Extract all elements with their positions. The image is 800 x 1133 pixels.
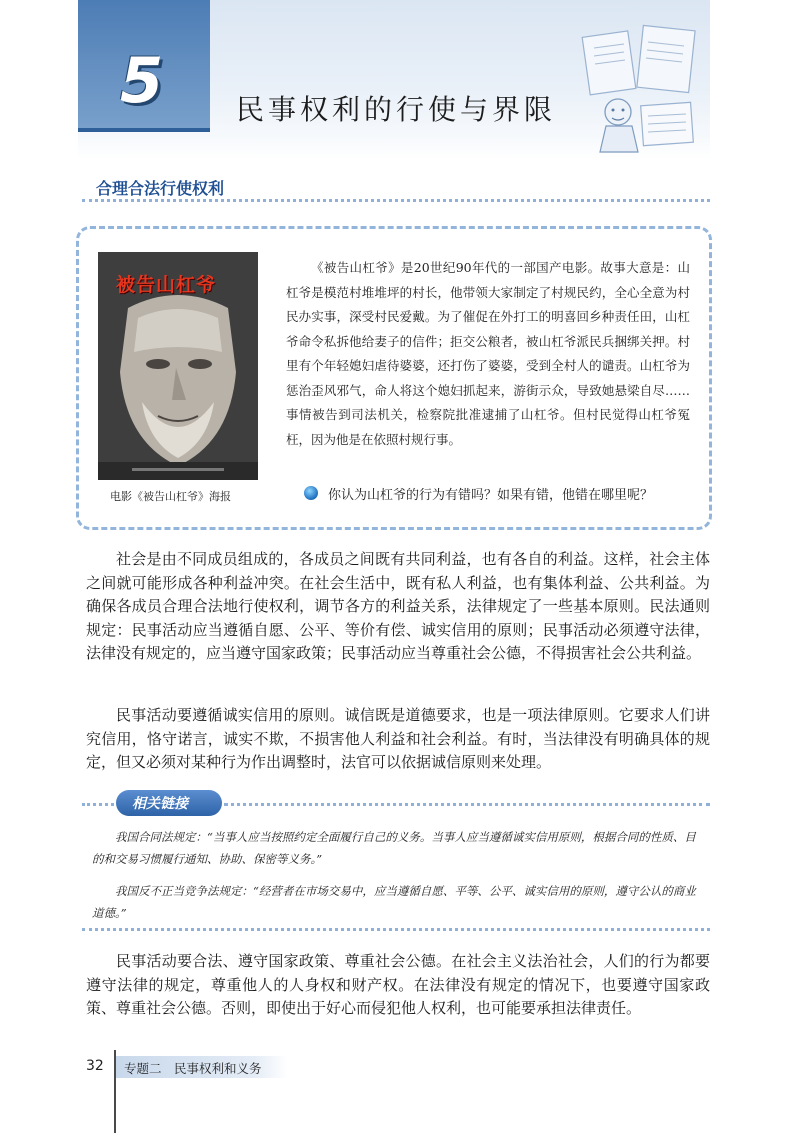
case-question: 你认为山杠爷的行为有错吗？如果有错，他错在哪里呢？ bbox=[328, 488, 654, 503]
related-link-bottom-divider bbox=[82, 928, 710, 931]
related-link-label: 相关链接 bbox=[132, 796, 188, 812]
body-paragraph-2: 民事活动要遵循诚实信用的原则。诚信既是道德要求，也是一项法律原则。它要求人们讲究信用，恪守诺言，诚实不欺，不损害他人利益和社会利益。有时，当法律没有明确具体的规定，但又必须对某种行为作出调整时，法官可以依据诚信原则来处理。 bbox=[86, 706, 710, 771]
page-number: 32 bbox=[86, 1058, 104, 1074]
related-link-divider-left bbox=[82, 803, 114, 806]
chapter-title: 民事权利的行使与界限 bbox=[236, 93, 557, 126]
case-story-text: 《被告山杠爷》是20世纪90年代的一部国产电影。故事大意是：山杠爷是模范村堆堆坪的村长，他带领大家制定了村规民约，全心全意为村民办实事，深受村民爱戴。为了催促在外打工的明喜回乡种责任田，山杠爷命令私拆他给妻子的信件；拒交公粮者，被山杠爷派民兵捆绑关押。村里有个年轻媳妇虐待婆婆，还打伤了婆婆，受到全村人的谴责。山杠爷为惩治歪风邪气，命人将这个媳妇抓起来，游街示众，导致她悬梁自尽……事情被告到司法机关，检察院批准逮捕了山杠爷。但村民觉得山杠爷冤枉，因为他是在依照村规行事。 bbox=[286, 260, 690, 447]
movie-poster-image bbox=[98, 252, 258, 480]
footer-topic: 专题二 民事权利和义务 bbox=[124, 1061, 262, 1076]
chapter-number-block-edge bbox=[78, 128, 210, 132]
related-link-divider-right bbox=[224, 803, 710, 806]
related-link-item-2: 我国反不正当竞争法规定：“经营者在市场交易中，应当遵循自愿、平等、公平、诚实信用的原则，遵守公认的商业道德。” bbox=[92, 884, 696, 920]
section-divider bbox=[82, 199, 710, 202]
body-paragraph-1: 社会是由不同成员组成的，各成员之间既有共同利益，也有各自的利益。这样，社会主体之间就可能形成各种利益冲突。在社会生活中，既有私人利益，也有集体利益、公共利益。为确保各成员合理合法地行使权利，调节各方的利益关系，法律规定了一些基本原则。民法通则规定：民事活动应当遵循自愿、公平、等价有偿、诚实信用的原则；民事活动必须遵守法律，法律没有规定的，应当遵守国家政策；民事活动应当尊重社会公德，不得损害社会公共利益。 bbox=[86, 550, 710, 662]
poster-caption: 电影《被告山杠爷》海报 bbox=[110, 490, 231, 503]
body-paragraph-3: 民事活动要合法、遵守国家政策、尊重社会公德。在社会主义法治社会，人们的行为都要遵守法律的规定，尊重他人的人身权和财产权。在法律没有规定的情况下，也要遵守国家政策、尊重社会公德。否则，即使出于好心而侵犯他人权利，也可能要承担法律责任。 bbox=[86, 952, 710, 1017]
newspaper-reader-illustration bbox=[578, 20, 710, 156]
chapter-number: 5 bbox=[120, 44, 164, 117]
related-link-item-1: 我国合同法规定：“当事人应当按照约定全面履行自己的义务。当事人应当遵循诚实信用原则，根据合同的性质、目的和交易习惯履行通知、协助、保密等义务。” bbox=[92, 830, 696, 866]
question-bullet-icon bbox=[304, 486, 318, 500]
poster-title: 被告山杠爷 bbox=[116, 274, 217, 296]
section-title: 合理合法行使权利 bbox=[96, 179, 225, 198]
